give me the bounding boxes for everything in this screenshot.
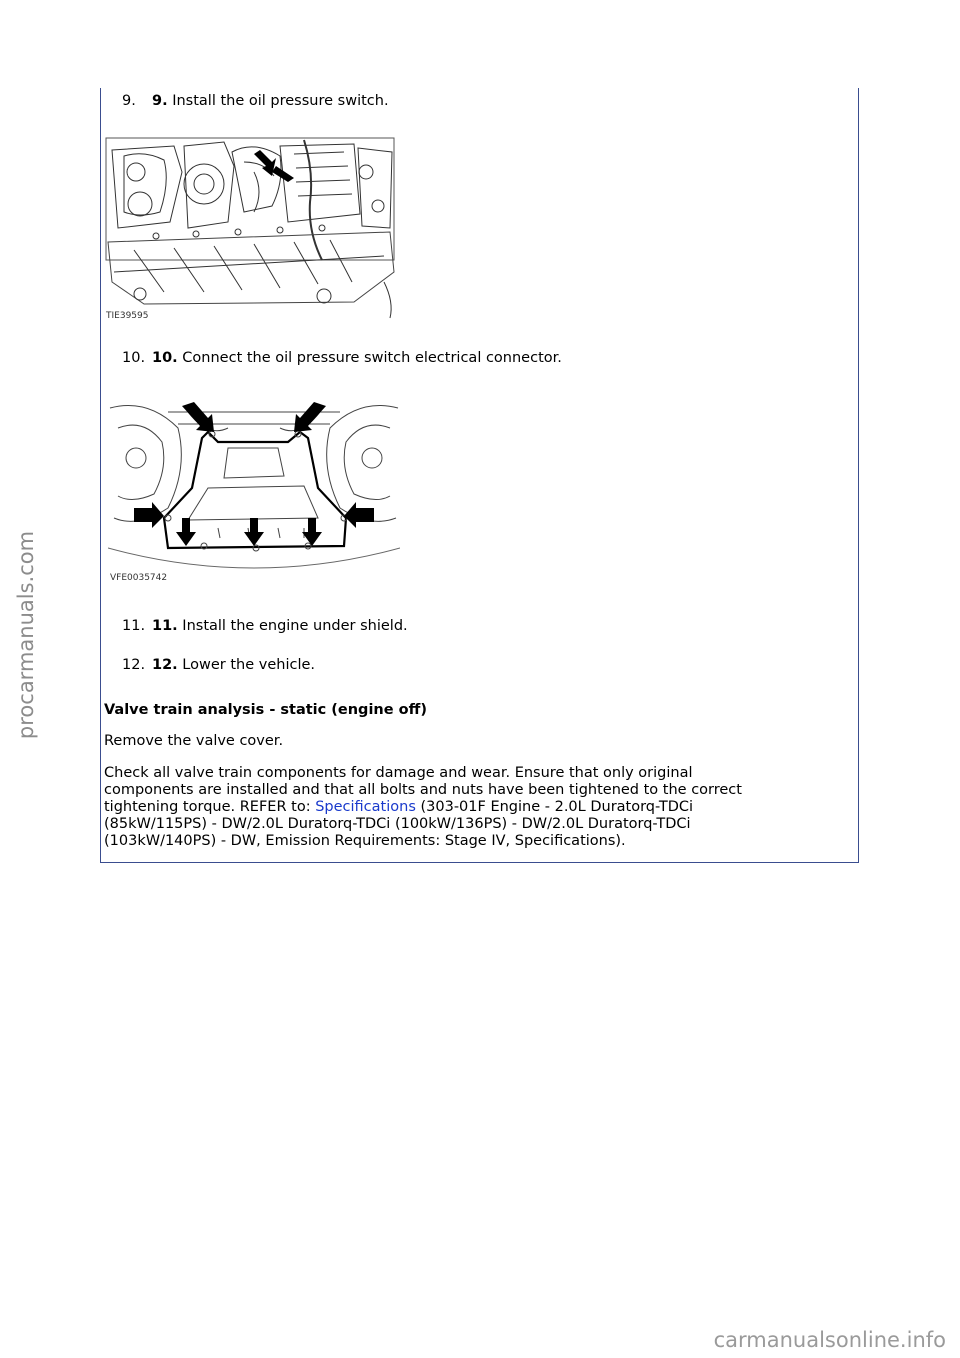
step-number: 9. xyxy=(122,93,136,109)
step-bold-label: 9. xyxy=(152,93,168,109)
bottom-watermark: carmanualsonline.info xyxy=(713,1328,946,1352)
step-bold-label: 11. xyxy=(152,618,178,634)
paragraph-line: (85kW/115PS) - DW/2.0L Duratorq-TDCi (100kW/136PS) - DW/2.0L Duratorq-TDCi xyxy=(104,816,691,832)
engine-diagram-illustration xyxy=(104,132,398,322)
step-number: 12. xyxy=(122,657,146,673)
figure-oil-pressure-switch xyxy=(104,132,398,322)
side-watermark xyxy=(4,470,48,800)
paragraph-text: (303-01F Engine - 2.0L Duratorq-TDCi xyxy=(415,799,694,815)
specifications-link[interactable]: Specifications xyxy=(315,799,416,815)
side-watermark-text: procarmanuals.com xyxy=(14,530,38,740)
step-bold-label: 12. xyxy=(152,657,178,673)
step-text: Connect the oil pressure switch electrical connector. xyxy=(177,350,562,366)
step-11 xyxy=(122,617,408,635)
section-heading: Valve train analysis - static (engine off) xyxy=(104,702,427,718)
figure-caption: TIE39595 xyxy=(106,311,149,321)
paragraph-line: Check all valve train components for damage and wear. Ensure that only original xyxy=(104,765,693,781)
section-paragraph-1: Remove the valve cover. xyxy=(104,733,284,749)
step-9 xyxy=(122,92,389,110)
step-text: Lower the vehicle. xyxy=(177,657,315,673)
paragraph-text: tightening torque. REFER to: xyxy=(104,799,316,815)
step-10 xyxy=(122,349,562,367)
step-number: 10. xyxy=(122,350,146,366)
paragraph-line: components are installed and that all bolts and nuts have been tightened to the correct xyxy=(104,782,742,798)
step-text: Install the oil pressure switch. xyxy=(167,93,389,109)
step-12 xyxy=(122,656,315,674)
paragraph-line xyxy=(104,799,844,816)
step-text: Install the engine under shield. xyxy=(177,618,408,634)
paragraph-line: (103kW/140PS) - DW, Emission Requirements: Stage IV, Specifications). xyxy=(104,833,626,849)
under-shield-illustration xyxy=(108,398,400,588)
section-paragraph-2 xyxy=(104,765,844,850)
figure-caption: VFE0035742 xyxy=(110,573,168,583)
step-bold-label: 10. xyxy=(152,350,178,366)
step-number: 11. xyxy=(122,618,146,634)
figure-engine-under-shield xyxy=(108,398,400,588)
